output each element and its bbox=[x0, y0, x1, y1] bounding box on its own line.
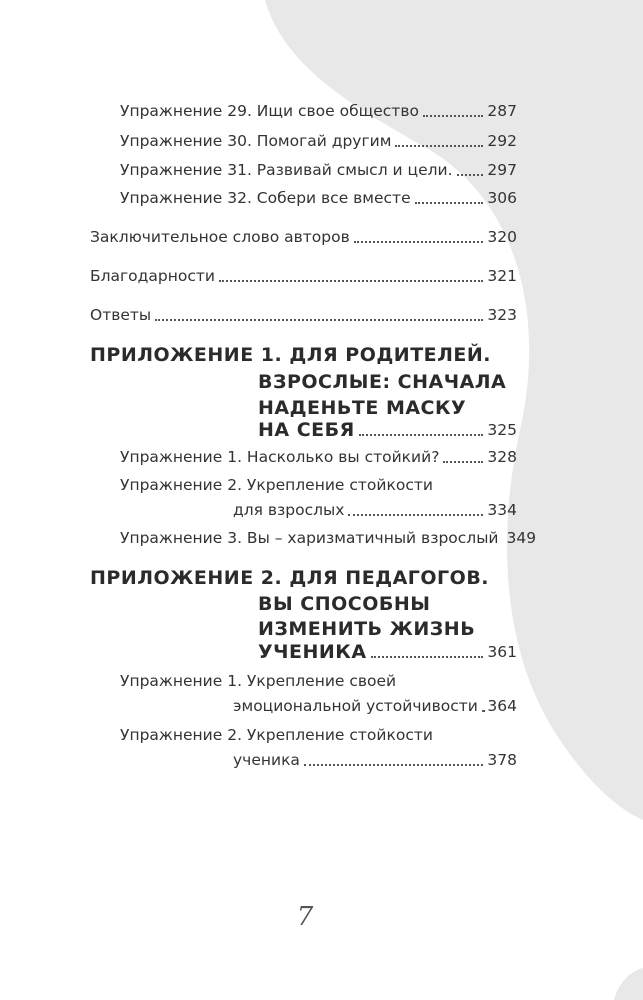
toc-entry-app1-ex1[interactable] bbox=[120, 447, 517, 467]
appendix2-heading-line4[interactable] bbox=[258, 642, 517, 662]
entry-page: 361 bbox=[487, 643, 517, 661]
appendix1-heading-line3: НАДЕНЬТЕ МАСКУ bbox=[258, 397, 467, 419]
toc-entry-app1-ex2-label[interactable]: Упражнение 2. Укрепление стойкости bbox=[120, 476, 433, 494]
toc-entry-app1-ex2[interactable] bbox=[233, 500, 517, 520]
dot-leader bbox=[443, 461, 483, 463]
entry-label-cont: ученика bbox=[233, 751, 300, 769]
entry-label: Упражнение 30. Помогай другим bbox=[120, 132, 392, 150]
dot-leader bbox=[155, 319, 483, 321]
dot-leader bbox=[395, 145, 483, 147]
entry-label: УЧЕНИКА bbox=[258, 641, 367, 663]
appendix2-heading-line3: ИЗМЕНИТЬ ЖИЗНЬ bbox=[258, 618, 476, 640]
entry-page: 292 bbox=[487, 132, 517, 150]
toc-entry-answers[interactable] bbox=[90, 305, 517, 325]
dot-leader bbox=[482, 710, 484, 712]
toc-entry-app2-ex1-label[interactable]: Упражнение 1. Укрепление своей bbox=[120, 672, 397, 690]
toc-entry-app2-ex2-label[interactable]: Упражнение 2. Укрепление стойкости bbox=[120, 726, 433, 744]
dot-leader bbox=[354, 241, 484, 243]
entry-label: Упражнение 29. Ищи свое общество bbox=[120, 102, 419, 120]
entry-page: 334 bbox=[487, 501, 517, 519]
appendix1-heading-line2: ВЗРОСЛЫЕ: СНАЧАЛА bbox=[258, 371, 507, 393]
entry-label-cont: для взрослых bbox=[233, 501, 345, 519]
toc-entry-afterword[interactable] bbox=[90, 227, 517, 247]
appendix2-heading-line1[interactable]: ПРИЛОЖЕНИЕ 2. ДЛЯ ПЕДАГОГОВ. bbox=[90, 567, 490, 589]
entry-page: 320 bbox=[487, 228, 517, 246]
dot-leader bbox=[423, 115, 483, 117]
dot-leader bbox=[304, 764, 483, 766]
entry-label: НА СЕБЯ bbox=[258, 419, 355, 441]
dot-leader bbox=[359, 434, 484, 436]
entry-label: Упражнение 32. Собери все вместе bbox=[120, 189, 411, 207]
appendix1-heading-line4[interactable] bbox=[258, 420, 517, 440]
entry-page: 297 bbox=[487, 161, 517, 179]
dot-leader bbox=[219, 280, 483, 282]
toc-entry-app2-ex2[interactable] bbox=[233, 750, 517, 770]
entry-page: 287 bbox=[487, 102, 517, 120]
entry-page: 323 bbox=[487, 306, 517, 324]
entry-page: 325 bbox=[487, 421, 517, 439]
entry-label-cont: эмоциональной устойчивости bbox=[233, 697, 478, 715]
entry-label: Заключительное слово авторов bbox=[90, 228, 350, 246]
dot-leader bbox=[457, 174, 484, 176]
entry-page: 364 bbox=[487, 697, 517, 715]
toc-entry-ex31[interactable] bbox=[120, 160, 517, 180]
entry-label: Благодарности bbox=[90, 267, 215, 285]
toc-entry-thanks[interactable] bbox=[90, 266, 517, 286]
entry-page: 378 bbox=[487, 751, 517, 769]
appendix2-heading-line2: ВЫ СПОСОБНЫ bbox=[258, 593, 431, 615]
toc-entry-ex29[interactable] bbox=[120, 101, 517, 121]
page-number: 7 bbox=[296, 902, 314, 932]
entry-label: Упражнение 3. Вы – харизматичный взрослый bbox=[120, 529, 499, 547]
entry-label: Ответы bbox=[90, 306, 152, 324]
entry-label: Упражнение 31. Развивай смысл и цели. bbox=[120, 161, 453, 179]
entry-page: 328 bbox=[487, 448, 517, 466]
toc-entry-app1-ex3[interactable] bbox=[120, 528, 537, 548]
appendix1-heading-line1[interactable]: ПРИЛОЖЕНИЕ 1. ДЛЯ РОДИТЕЛЕЙ. bbox=[90, 344, 492, 366]
entry-page: 321 bbox=[487, 267, 517, 285]
dot-leader bbox=[371, 656, 484, 658]
entry-page: 306 bbox=[487, 189, 517, 207]
entry-page: 349 bbox=[506, 529, 537, 547]
entry-label: Упражнение 1. Насколько вы стойкий? bbox=[120, 448, 440, 466]
toc-entry-ex32[interactable] bbox=[120, 188, 517, 208]
dot-leader bbox=[415, 202, 484, 204]
dot-leader bbox=[348, 514, 483, 516]
toc-entry-app2-ex1[interactable] bbox=[233, 696, 517, 716]
toc-entry-ex30[interactable] bbox=[120, 131, 517, 151]
